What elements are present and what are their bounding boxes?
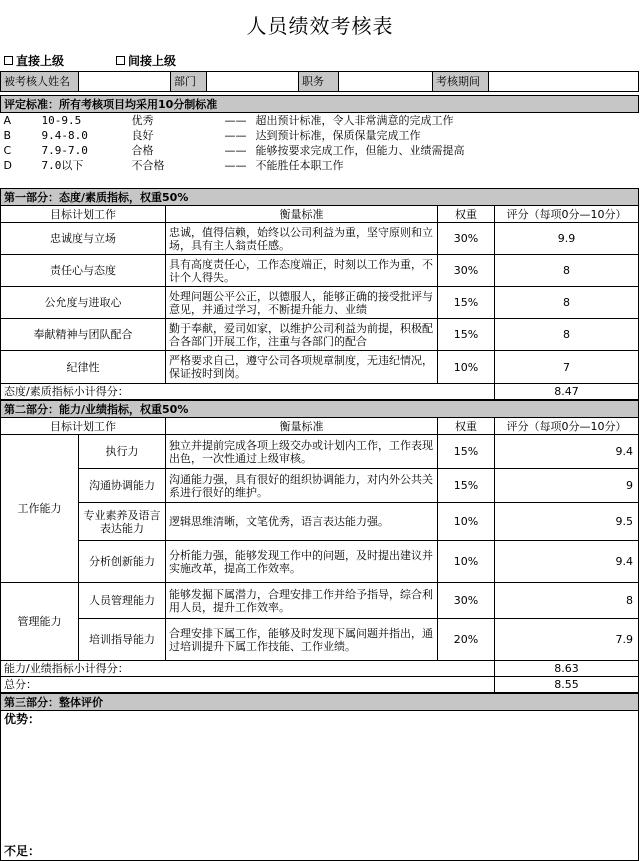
range-cell: 10-9.5 xyxy=(41,113,82,127)
direct-supervisor-checkbox[interactable] xyxy=(4,52,64,69)
score-cell[interactable]: 8 xyxy=(495,319,639,351)
dept-label: 部门 xyxy=(171,72,207,92)
total-label: 总分： xyxy=(1,677,495,693)
part1-header: 第一部分：态度/素质指标，权重50% xyxy=(1,189,639,206)
col-standard-header: 衡量标准 xyxy=(166,418,438,435)
grade-cell: D xyxy=(3,158,12,172)
part3-header: 第三部分：整体评价 xyxy=(1,694,639,711)
item-cell: 沟通协调能力 xyxy=(79,469,166,503)
post-field[interactable] xyxy=(339,72,433,92)
weight-cell: 10% xyxy=(438,503,495,541)
col-weight-header: 权重 xyxy=(438,418,495,435)
strengths-label: 优势： xyxy=(4,712,41,726)
name-field[interactable] xyxy=(79,72,171,92)
standard-cell: 忠诚，值得信赖，始终以公司利益为重，坚守原则和立场，具有主人翁责任感。 xyxy=(166,223,438,255)
level-cell: 优秀 xyxy=(131,113,154,127)
standard-cell: 沟通能力强，具有很好的组织协调能力，对内外公共关系进行很好的维护。 xyxy=(166,469,438,503)
item-cell: 人员管理能力 xyxy=(79,583,166,619)
weight-cell: 10% xyxy=(438,351,495,384)
score-cell[interactable]: 9.9 xyxy=(495,223,639,255)
item-cell: 分析创新能力 xyxy=(79,541,166,583)
evaluation-area[interactable] xyxy=(1,711,639,861)
range-cell: 7.9-7.0 xyxy=(41,143,88,157)
standard-cell: 处理问题公平公正，以德服人，能够正确的接受批评与意见，并通过学习，不断提升能力、业绩 xyxy=(166,287,438,319)
goal-cell: 责任心与态度 xyxy=(1,255,166,287)
criteria-row xyxy=(1,143,639,158)
col-weight-header: 权重 xyxy=(438,206,495,223)
level-cell: 良好 xyxy=(131,128,154,142)
total-score: 8.55 xyxy=(495,677,639,693)
criteria-row xyxy=(1,128,639,143)
table-row xyxy=(1,541,639,583)
weight-cell: 30% xyxy=(438,255,495,287)
range-cell: 9.4-8.0 xyxy=(41,128,88,142)
checkbox-icon xyxy=(116,56,125,65)
dash-cell: —— xyxy=(224,143,247,157)
table-row xyxy=(1,255,639,287)
weakness-label: 不足： xyxy=(4,844,41,858)
standard-cell: 勤于奉献，爱司如家，以维护公司利益为前提，积极配合各部门开展工作，注重与各部门的配合 xyxy=(166,319,438,351)
name-label: 被考核人姓名 xyxy=(1,72,79,92)
desc-cell: 能够按要求完成工作，但能力、业绩需提高 xyxy=(255,143,465,157)
goal-cell: 公允度与进取心 xyxy=(1,287,166,319)
col-goal-header: 目标计划工作 xyxy=(1,206,166,223)
weight-cell: 30% xyxy=(438,223,495,255)
level-cell: 合格 xyxy=(131,143,154,157)
standard-cell: 合理安排下属工作，能够及时发现下属问题并指出，通过培训提升下属工作技能、工作业绩。 xyxy=(166,619,438,661)
goal-cell: 忠诚度与立场 xyxy=(1,223,166,255)
dept-field[interactable] xyxy=(207,72,299,92)
standard-cell: 逻辑思维清晰，文笔优秀，语言表达能力强。 xyxy=(166,503,438,541)
standard-cell: 独立并提前完成各项上级交办或计划内工作，工作表现出色，一次性通过上级审核。 xyxy=(166,435,438,469)
col-score-header: 评分（每项0分—10分） xyxy=(495,418,639,435)
level-cell: 不合格 xyxy=(131,158,165,172)
weight-cell: 15% xyxy=(438,469,495,503)
table-row xyxy=(1,469,639,503)
indirect-supervisor-label: 间接上级 xyxy=(128,54,177,68)
table-row xyxy=(1,351,639,384)
goal-cell: 纪律性 xyxy=(1,351,166,384)
direct-supervisor-label: 直接上级 xyxy=(16,54,65,68)
table-row xyxy=(1,319,639,351)
table-row xyxy=(1,223,639,255)
indirect-supervisor-checkbox[interactable] xyxy=(116,52,176,69)
standard-cell: 分析能力强，能够发现工作中的问题，及时提出建议并实施改革，提高工作效率。 xyxy=(166,541,438,583)
desc-cell: 超出预计标准，令人非常满意的完成工作 xyxy=(255,113,454,127)
table-row xyxy=(1,435,639,469)
period-label: 考核期间 xyxy=(433,72,489,92)
desc-cell: 达到预计标准，保质保量完成工作 xyxy=(255,128,421,142)
group-cell: 管理能力 xyxy=(1,583,79,661)
goal-cell: 奉献精神与团队配合 xyxy=(1,319,166,351)
info-table xyxy=(0,71,639,92)
criteria-row xyxy=(1,113,639,128)
col-goal-header: 目标计划工作 xyxy=(1,418,166,435)
weight-cell: 30% xyxy=(438,583,495,619)
item-cell: 执行力 xyxy=(79,435,166,469)
period-field[interactable] xyxy=(489,72,639,92)
weight-cell: 15% xyxy=(438,435,495,469)
part2-subtotal-label: 能力/业绩指标小计得分： xyxy=(1,661,495,677)
table-row xyxy=(1,503,639,541)
dash-cell: —— xyxy=(224,113,247,127)
standard-cell: 能够发掘下属潜力，合理安排工作并给予指导，综合利用人员，提升工作效率。 xyxy=(166,583,438,619)
part3-table xyxy=(0,693,639,861)
post-label: 职务 xyxy=(299,72,339,92)
page-title: 人员绩效考核表 xyxy=(246,14,394,38)
score-cell[interactable]: 9.4 xyxy=(495,541,639,583)
score-cell[interactable]: 7 xyxy=(495,351,639,384)
col-score-header: 评分（每项0分—10分） xyxy=(495,206,639,223)
grade-cell: C xyxy=(3,143,12,157)
item-cell: 专业素养及语言表达能力 xyxy=(79,503,166,541)
dash-cell: —— xyxy=(224,128,247,142)
score-cell[interactable]: 9.5 xyxy=(495,503,639,541)
col-standard-header: 衡量标准 xyxy=(166,206,438,223)
weight-cell: 15% xyxy=(438,319,495,351)
part1-subtotal: 8.47 xyxy=(495,384,639,400)
checkbox-icon xyxy=(4,56,13,65)
criteria-header: 评定标准：所有考核项目均采用10分制标准 xyxy=(1,96,639,113)
grade-cell: A xyxy=(3,113,12,127)
weight-cell: 20% xyxy=(438,619,495,661)
table-row xyxy=(1,287,639,319)
group-cell: 工作能力 xyxy=(1,435,79,583)
part2-subtotal: 8.63 xyxy=(495,661,639,677)
part2-header: 第二部分：能力/业绩指标，权重50% xyxy=(1,401,639,418)
part1-table xyxy=(0,188,639,400)
part1-subtotal-label: 态度/素质指标小计得分： xyxy=(1,384,495,400)
dash-cell: —— xyxy=(224,158,247,172)
part2-table xyxy=(0,400,639,693)
score-cell[interactable]: 8 xyxy=(495,287,639,319)
range-cell: 7.0以下 xyxy=(41,158,84,172)
score-cell[interactable]: 9.4 xyxy=(495,435,639,469)
table-row xyxy=(1,619,639,661)
grade-cell: B xyxy=(3,128,12,142)
table-row xyxy=(1,583,639,619)
standard-cell: 具有高度责任心，工作态度端正，时刻以工作为重，不计个人得失。 xyxy=(166,255,438,287)
score-cell[interactable]: 9 xyxy=(495,469,639,503)
weight-cell: 10% xyxy=(438,541,495,583)
standard-cell: 严格要求自己，遵守公司各项规章制度，无违纪情况，保证按时到岗。 xyxy=(166,351,438,384)
item-cell: 培训指导能力 xyxy=(79,619,166,661)
weight-cell: 15% xyxy=(438,287,495,319)
criteria-row xyxy=(1,158,639,173)
criteria-table xyxy=(0,95,639,173)
score-cell[interactable]: 8 xyxy=(495,255,639,287)
score-cell[interactable]: 8 xyxy=(495,583,639,619)
score-cell[interactable]: 7.9 xyxy=(495,619,639,661)
desc-cell: 不能胜任本职工作 xyxy=(255,158,344,172)
